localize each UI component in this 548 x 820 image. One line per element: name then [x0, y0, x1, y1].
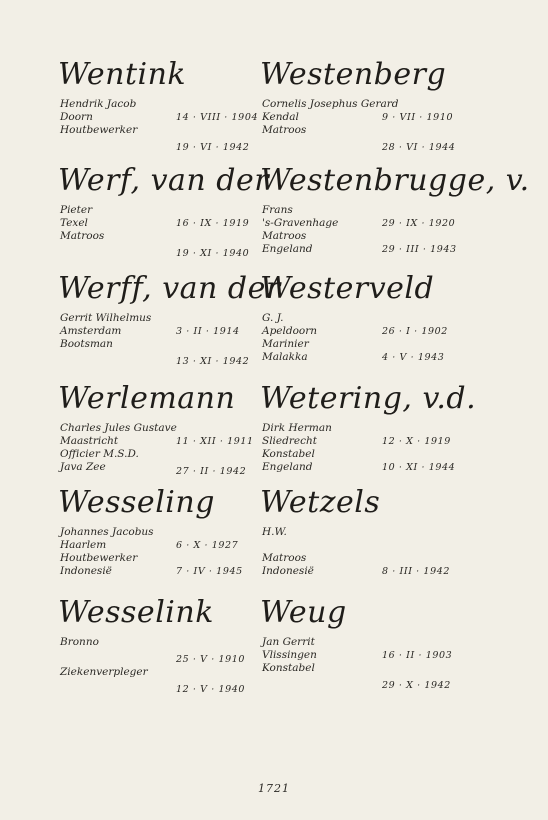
entry-line — [58, 204, 268, 217]
birth-date: 25 · V · 1910 — [176, 654, 246, 665]
death-date: 10 · XI · 1944 — [382, 462, 456, 473]
birth-date: 29 · IX · 1920 — [382, 218, 456, 229]
entry-wetering — [260, 380, 477, 484]
occupation: Matroos — [262, 124, 307, 136]
surname: Werlemann — [58, 381, 236, 416]
entry-line — [260, 351, 460, 364]
given-names: G. J. — [262, 312, 284, 324]
place: Apeldoorn — [262, 325, 318, 337]
entry-line — [260, 675, 460, 692]
entry-line — [260, 565, 460, 578]
entry-line — [260, 111, 460, 124]
entry-line — [58, 679, 268, 696]
entry-line — [58, 435, 268, 448]
place: Texel — [60, 217, 88, 229]
entry-line — [260, 312, 460, 325]
birth-date: 14 · VIII · 1904 — [176, 112, 259, 123]
given-names: Dirk Herman — [262, 422, 332, 434]
entry-line — [58, 565, 268, 578]
right-column — [260, 56, 530, 694]
surname: Weug — [260, 595, 347, 630]
birth-date: 26 · I · 1902 — [382, 326, 448, 337]
given-names: Jan Gerrit — [262, 636, 315, 648]
death-date: 29 · III · 1943 — [382, 244, 457, 255]
place: Engeland — [262, 461, 313, 473]
given-names: Pieter — [60, 204, 93, 216]
surname: Westenbrugge, v. — [260, 163, 530, 198]
entry-line — [58, 338, 268, 351]
death-date: 4 · V · 1943 — [382, 352, 445, 363]
occupation: Houtbewerker — [60, 552, 138, 564]
death-date: 29 · X · 1942 — [382, 680, 451, 691]
entry-line — [260, 539, 460, 552]
entry-line — [58, 422, 268, 435]
entry-line — [58, 124, 268, 137]
entry-line — [58, 230, 268, 243]
surname: Westerveld — [260, 271, 435, 306]
entry-line — [260, 338, 460, 351]
place: 's-Gravenhage — [262, 217, 339, 229]
entry-wetzels — [260, 484, 460, 594]
entry-werf — [58, 162, 268, 270]
surname: Werff, van der — [58, 271, 281, 306]
entry-wesselink — [58, 594, 268, 694]
entry-line — [260, 526, 460, 539]
entry-line — [58, 649, 268, 666]
given-names: Charles Jules Gustave — [60, 422, 177, 434]
surname: Wetering, v.d. — [260, 381, 477, 416]
occupation: Marinier — [262, 338, 309, 350]
entry-line — [58, 526, 268, 539]
entry-line — [58, 243, 268, 260]
entry-line — [260, 649, 460, 662]
birth-date: 9 · VII · 1910 — [382, 112, 454, 123]
entry-line — [260, 325, 460, 338]
entry-line — [58, 137, 268, 154]
entry-line — [260, 204, 460, 217]
occupation: Officier M.S.D. — [60, 448, 139, 460]
entry-line — [260, 461, 460, 474]
given-names: Gerrit Wilhelmus — [60, 312, 152, 324]
occupation: Konstabel — [262, 448, 315, 460]
occupation: Konstabel — [262, 662, 315, 674]
place: Malakka — [262, 351, 308, 363]
entry-line — [58, 552, 268, 565]
entry-line — [260, 435, 460, 448]
death-date: 12 · V · 1940 — [176, 684, 246, 695]
death-date: 7 · IV · 1945 — [176, 566, 243, 577]
surname: Wesseling — [58, 485, 215, 520]
entry-line — [58, 325, 268, 338]
given-names: Hendrik Jacob — [60, 98, 137, 110]
entry-line — [260, 230, 460, 243]
birth-date: 11 · XII · 1911 — [176, 436, 254, 447]
entry-line — [58, 111, 268, 124]
entry-line — [260, 243, 460, 256]
occupation: Houtbewerker — [60, 124, 138, 136]
entry-line — [58, 636, 268, 649]
place: Engeland — [262, 243, 313, 255]
death-date: 28 · VI · 1944 — [382, 142, 456, 153]
page-number: 1721 — [258, 782, 290, 795]
entry-line — [260, 448, 460, 461]
occupation: Bootsman — [60, 338, 113, 350]
given-names: Bronno — [60, 636, 99, 648]
entry-line — [260, 137, 460, 154]
surname: Wesselink — [58, 595, 214, 630]
birth-date: 12 · X · 1919 — [382, 436, 451, 447]
place: Kendal — [262, 111, 299, 123]
entry-wentink — [58, 56, 268, 162]
entry-line — [58, 539, 268, 552]
entry-werlemann — [58, 380, 268, 484]
entry-line — [260, 662, 460, 675]
birth-date: 16 · IX · 1919 — [176, 218, 250, 229]
entry-line — [58, 461, 268, 478]
given-names: Frans — [262, 204, 293, 216]
occupation: Matroos — [262, 230, 307, 242]
entry-line — [260, 552, 460, 565]
entry-line — [58, 312, 268, 325]
death-date: 8 · III · 1942 — [382, 566, 450, 577]
death-date: 13 · XI · 1942 — [176, 356, 250, 367]
entry-line — [58, 448, 268, 461]
occupation: Ziekenverpleger — [60, 666, 148, 678]
entry-wesseling — [58, 484, 268, 594]
entry-line — [260, 124, 460, 137]
place: Amsterdam — [60, 325, 122, 337]
entry-westenbrugge — [260, 162, 530, 270]
occupation: Matroos — [262, 552, 307, 564]
entry-westerveld — [260, 270, 460, 380]
place: Indonesië — [60, 565, 112, 577]
entry-line — [58, 98, 268, 111]
birth-date: 3 · II · 1914 — [176, 326, 240, 337]
entry-line — [260, 422, 460, 435]
entry-line — [58, 351, 268, 368]
death-date: 19 · VI · 1942 — [176, 142, 250, 153]
place: Haarlem — [60, 539, 107, 551]
place: Java Zee — [60, 461, 106, 473]
surname: Wentink — [58, 57, 187, 92]
occupation: Matroos — [60, 230, 105, 242]
place: Indonesië — [262, 565, 314, 577]
entry-weug — [260, 594, 460, 694]
entry-line — [58, 217, 268, 230]
surname: Westenberg — [260, 57, 447, 92]
given-names: Johannes Jacobus — [60, 526, 154, 538]
surname: Wetzels — [260, 485, 381, 520]
entry-westenberg — [260, 56, 460, 162]
birth-date: 16 · II · 1903 — [382, 650, 453, 661]
entry-line — [260, 636, 460, 649]
birth-date: 6 · X · 1927 — [176, 540, 239, 551]
death-date: 27 · II · 1942 — [176, 466, 247, 477]
surname: Werf, van der — [58, 163, 270, 198]
given-names: H.W. — [262, 526, 287, 538]
place: Doorn — [60, 111, 93, 123]
entry-line — [260, 98, 460, 111]
entry-line — [58, 666, 268, 679]
entry-line — [260, 217, 460, 230]
given-names: Cornelis Josephus Gerard — [262, 98, 399, 110]
place: Sliedrecht — [262, 435, 317, 447]
place: Maastricht — [60, 435, 119, 447]
place: Vlissingen — [262, 649, 317, 661]
death-date: 19 · XI · 1940 — [176, 248, 250, 259]
